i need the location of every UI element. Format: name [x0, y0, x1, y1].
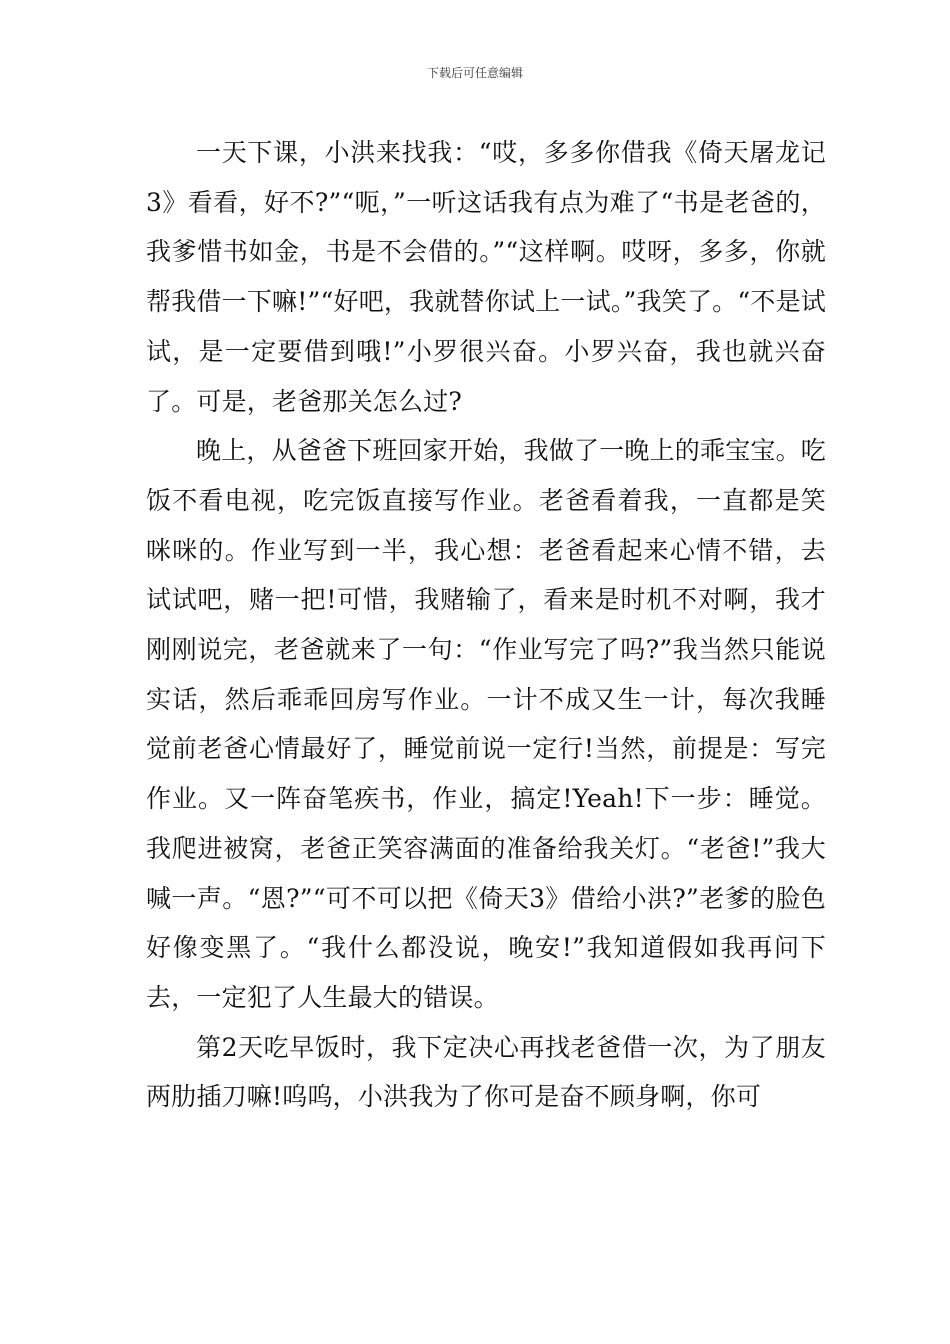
- header-note: 下载后可任意编辑: [426, 66, 523, 80]
- paragraph: 一天下课，小洪来找我：“哎，多多你借我《倚天屠龙记3》看看，好不?”“呃，”一听这话我有点为难了“书是老爸的，我爹惜书如金，书是不会借的。”“这样啊。哎呀，多多，你就帮我借一下嘛!”“好吧，我就替你试上一试。”我笑了。“不是试试，是一定要借到哦!”小罗很兴奋。小罗兴奋，我也就兴奋了。可是，老爸那关怎么过?: [146, 138, 826, 416]
- paragraph: 第2天吃早饭时，我下定决心再找老爸借一次，为了朋友两肋插刀嘛!呜呜，小洪我为了你可是奋不顾身啊，你可: [146, 1032, 826, 1112]
- paragraph: 晚上，从爸爸下班回家开始，我做了一晚上的乖宝宝。吃饭不看电视，吃完饭直接写作业。老爸看着我，一直都是笑咪咪的。作业写到一半，我心想：老爸看起来心情不错，去试试吧，赌一把!可惜，我赌输了，看来是时机不对啊，我才刚刚说完，老爸就来了一句：“作业写完了吗?”我当然只能说实话，然后乖乖回房写作业。一计不成又生一计，每次我睡觉前老爸心情最好了，睡觉前说一定行!当然，前提是：写完作业。又一阵奋笔疾书，作业，搞定!Yeah!下一步：睡觉。我爬进被窝，老爸正笑容满面的准备给我关灯。“老爸!”我大喊一声。“恩?”“可不可以把《倚天3》借给小洪?”老爹的脸色好像变黑了。“我什么都没说，晚安!”我知道假如我再问下去，一定犯了人生最大的错误。: [146, 436, 827, 1012]
- document-body: [146, 128, 826, 1122]
